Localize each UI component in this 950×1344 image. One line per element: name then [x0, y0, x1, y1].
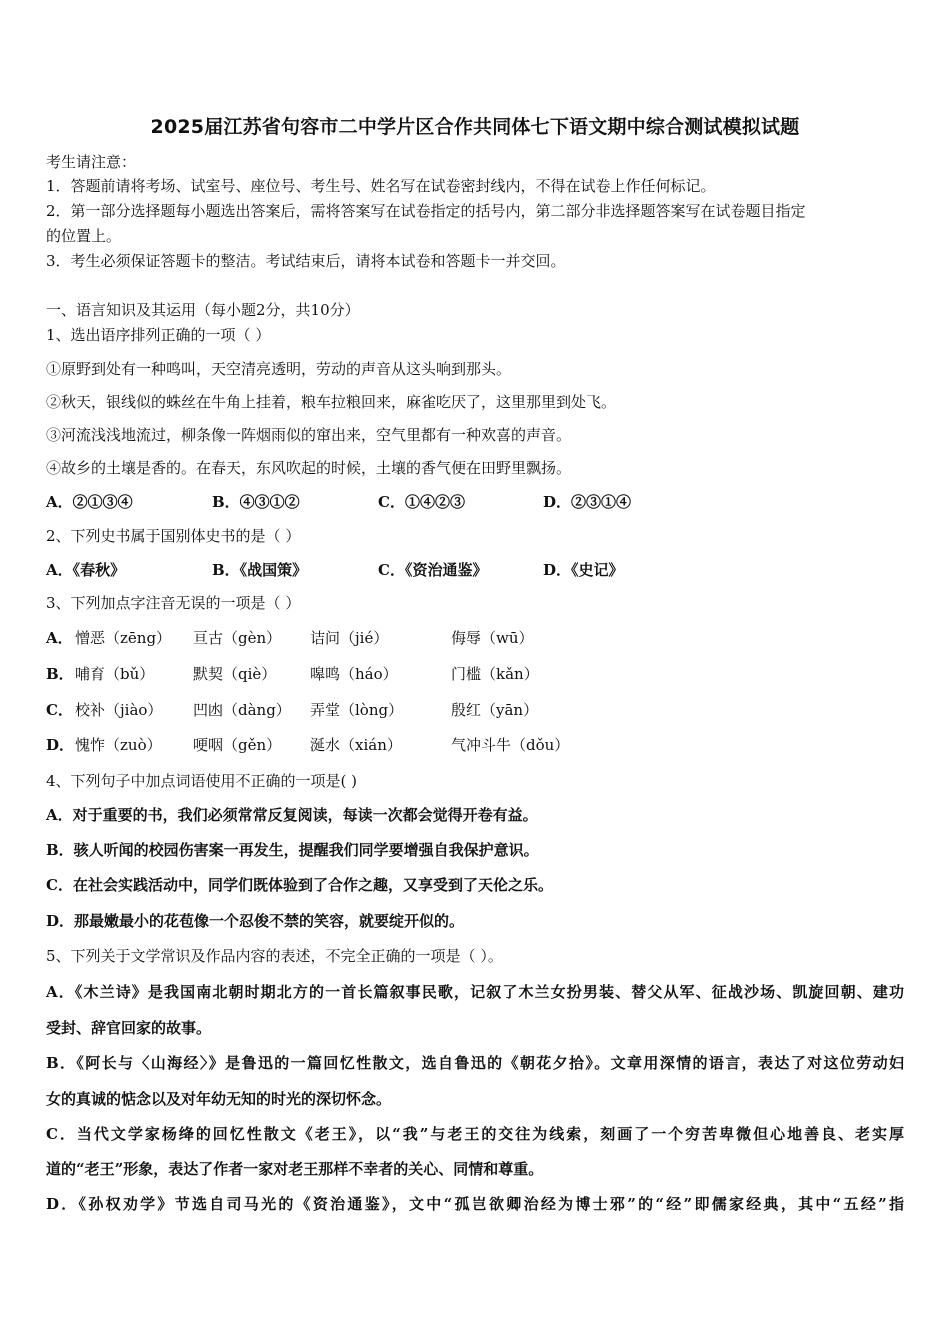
- option-word: 凹凼（dàng）: [193, 701, 291, 719]
- section-heading: 一、语言知识及其运用（每小题2分，共10分）: [46, 301, 360, 319]
- q4-option-d[interactable]: D．那最嫩最小的花苞像一个忍俊不禁的笑容，就要绽开似的。: [46, 912, 465, 930]
- q1-option-a[interactable]: A．②①③④: [46, 493, 133, 511]
- option-word: 哺育（bǔ）: [75, 665, 155, 683]
- option-word: 诘问（jié）: [310, 629, 389, 647]
- notice-2b: 的位置上。: [46, 227, 122, 245]
- q1-sentence-1: ①原野到处有一种鸣叫，天空清亮透明，劳动的声音从这头响到那头。: [46, 360, 512, 378]
- q1-option-d[interactable]: D．②③①④: [543, 493, 632, 511]
- q5-option-c-line2[interactable]: 道的“老王”形象，表达了作者一家对老王那样不幸者的关心、同情和尊重。: [46, 1160, 544, 1178]
- notice-3: 3．考生必须保证答题卡的整洁。考试结束后，请将本试卷和答题卡一并交回。: [46, 252, 566, 270]
- q5-option-a-line2[interactable]: 受封、辞官回家的故事。: [46, 1019, 212, 1037]
- option-word: 憎恶（zēng）: [75, 629, 172, 647]
- option-word: 殷红（yān）: [451, 701, 539, 719]
- option-letter: D．: [46, 736, 75, 754]
- option-word: 涎水（xián）: [310, 736, 402, 754]
- q2-option-c[interactable]: C．《资治通鉴》: [378, 561, 488, 579]
- option-word: 愧怍（zuò）: [75, 736, 162, 754]
- q1-option-c[interactable]: C．①④②③: [378, 493, 465, 511]
- option-word: 默契（qiè）: [193, 665, 277, 683]
- option-word: 哽咽（gěn）: [193, 736, 282, 754]
- q1-sentence-2: ②秋天，银线似的蛛丝在牛角上挂着，粮车拉粮回来，麻雀吃厌了，这里那里到处飞。: [46, 393, 617, 411]
- option-letter: B．: [46, 665, 74, 683]
- option-word: 嗥鸣（háo）: [310, 665, 398, 683]
- q4-option-c[interactable]: C．在社会实践活动中，同学们既体验到了合作之趣，又享受到了天伦之乐。: [46, 876, 553, 894]
- q2-option-d[interactable]: D．《史记》: [543, 561, 624, 579]
- page-title: 2025届江苏省句容市二中学片区合作共同体七下语文期中综合测试模拟试题: [150, 116, 800, 138]
- q1-stem: 1、选出语序排列正确的一项（ ）: [46, 326, 271, 344]
- q1-sentence-3: ③河流浅浅地流过，柳条像一阵烟雨似的窜出来，空气里都有一种欢喜的声音。: [46, 426, 572, 444]
- q1-option-b[interactable]: B．④③①②: [212, 493, 300, 511]
- option-word: 气冲斗牛（dǒu）: [451, 736, 570, 754]
- q2-option-b[interactable]: B．《战国策》: [212, 561, 308, 579]
- q5-option-b-line2[interactable]: 女的真诚的惦念以及对年幼无知的时光的深切怀念。: [46, 1090, 392, 1108]
- q5-option-b-line1[interactable]: B．《阿长与〈山海经〉》是鲁迅的一篇回忆性散文，选自鲁迅的《朝花夕拾》。文章用深情的语言，表达了对这位劳动妇: [46, 1054, 904, 1072]
- notice-heading: 考生请注意：: [46, 153, 137, 171]
- q4-stem: 4、下列句子中加点词语使用不正确的一项是( ): [46, 772, 358, 790]
- notice-1: 1．答题前请将考场、试室号、座位号、考生号、姓名写在试卷密封线内，不得在试卷上作任何标记。: [46, 177, 716, 195]
- option-word: 校补（jiào）: [75, 701, 163, 719]
- q5-option-c-line1[interactable]: C．当代文学家杨绛的回忆性散文《老王》，以“我”与老王的交往为线索，刻画了一个穷苦卑微但心地善良、老实厚: [46, 1125, 904, 1143]
- q5-option-a-line1[interactable]: A．《木兰诗》是我国南北朝时期北方的一首长篇叙事民歌，记叙了木兰女扮男装、替父从军、征战沙场、凯旋回朝、建功: [46, 983, 904, 1001]
- q1-sentence-4: ④故乡的土壤是香的。在春天，东风吹起的时候，土壤的香气便在田野里飘扬。: [46, 459, 572, 477]
- q4-option-a[interactable]: A．对于重要的书，我们必须常常反复阅读，每读一次都会觉得开卷有益。: [46, 806, 538, 824]
- option-word: 弄堂（lòng）: [310, 701, 404, 719]
- q2-stem: 2、下列史书属于国别体史书的是（ ）: [46, 527, 301, 545]
- notice-2a: 2．第一部分选择题每小题选出答案后，需将答案写在试卷指定的括号内，第二部分非选择题答案写在试卷题目指定: [46, 202, 806, 220]
- q5-stem: 5、下列关于文学常识及作品内容的表述，不完全正确的一项是（ ）。: [46, 947, 503, 965]
- option-letter: C．: [46, 701, 73, 719]
- option-word: 门槛（kǎn）: [451, 665, 539, 683]
- q5-option-d-line1[interactable]: D．《孙权劝学》节选自司马光的《资治通鉴》，文中“孤岂欲卿治经为博士邪”的“经”即儒家经典，其中“五经”指: [46, 1195, 904, 1213]
- option-word: 侮辱（wū）: [451, 629, 534, 647]
- q2-option-a[interactable]: A．《春秋》: [46, 561, 126, 579]
- option-word: 亘古（gèn）: [193, 629, 282, 647]
- q4-option-b[interactable]: B．骇人听闻的校园伤害案一再发生，提醒我们同学要增强自我保护意识。: [46, 841, 539, 859]
- option-letter: A．: [46, 629, 73, 647]
- q3-stem: 3、下列加点字注音无误的一项是（ ）: [46, 594, 301, 612]
